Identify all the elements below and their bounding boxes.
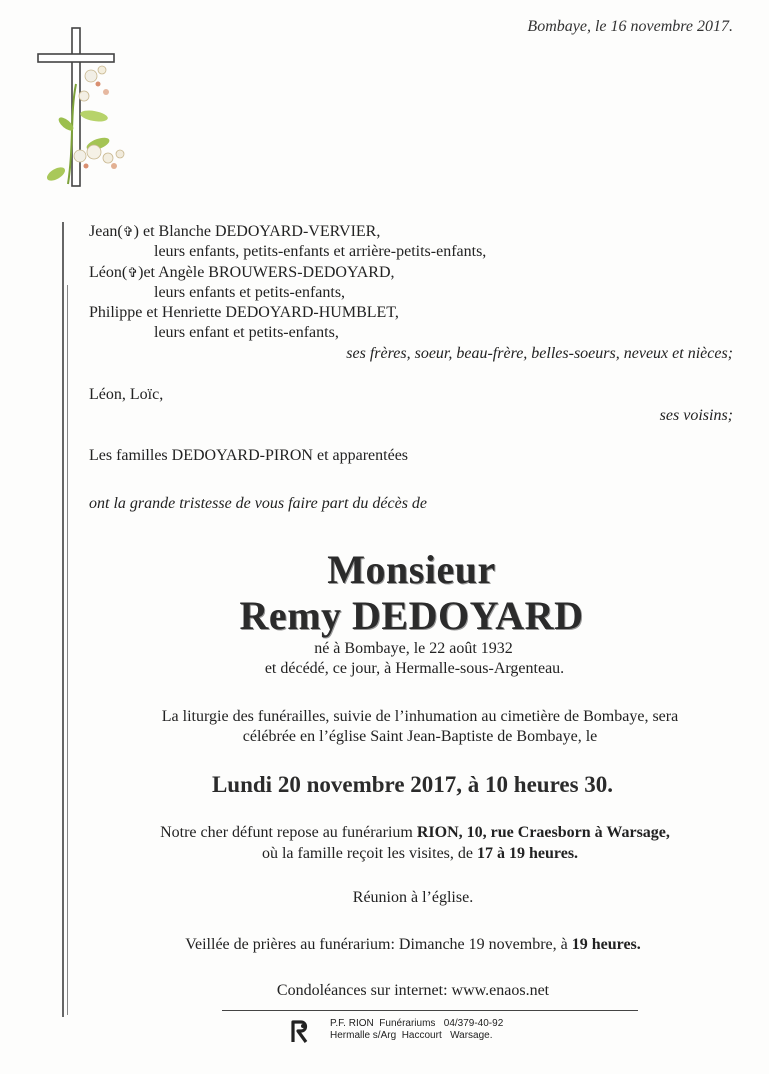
relation-siblings: ses frères, soeur, beau-frère, belles-soeurs, neveux et nièces; xyxy=(346,345,733,362)
liturgy-line-1: La liturgie des funérailles, suivie de l’inhumation au cimetière de Bombaye, sera xyxy=(161,708,679,725)
liturgy-line-2: célébrée en l’église Saint Jean-Baptiste de Bombaye, le xyxy=(242,728,598,745)
footer-divider xyxy=(222,1010,638,1011)
condolences-info: Condoléances sur internet: www.enaos.net xyxy=(276,982,550,999)
rest-line-1: Notre cher défunt repose au funérarium RION, 10, rue Craesborn à Warsage, xyxy=(160,824,670,841)
neighbors-names: Léon, Loïc, xyxy=(89,386,164,403)
family-line-3: Philippe et Henriette DEDOYARD-HUMBLET, xyxy=(89,304,399,321)
families-other: Les familles DEDOYARD-PIRON et apparentées xyxy=(89,447,409,464)
vigil-time: 19 heures. xyxy=(571,936,641,953)
funeral-home-address: RION, 10, rue Craesborn à Warsage, xyxy=(416,824,670,841)
cross-icon: ✞ xyxy=(122,224,134,239)
visiting-hours: 17 à 19 heures. xyxy=(477,845,579,862)
family-line-1: Jean(✞) et Blanche DEDOYARD-VERVIER, xyxy=(89,223,381,240)
rion-logo-icon xyxy=(290,1018,312,1044)
family-line-2: Léon(✞)et Angèle BROUWERS-DEDOYARD, xyxy=(89,264,395,281)
deceased-name: Remy DEDOYARD xyxy=(239,593,584,638)
deceased-title: Monsieur xyxy=(327,547,496,592)
rest-line-2: où la famille reçoit les visites, de 17 à 19 heures. xyxy=(261,845,579,862)
family-children-1: leurs enfants, petits-enfants et arrière-petits-enfants, xyxy=(154,243,487,260)
family-children-3: leurs enfant et petits-enfants, xyxy=(154,324,339,341)
vigil-info: Veillée de prières au funérarium: Dimanche 19 novembre, à 19 heures. xyxy=(185,936,641,953)
cross-icon: ✞ xyxy=(127,265,139,280)
footer-text: P.F. RION Funérariums 04/379-40-92 Hermalle s/Arg Haccourt Warsage. xyxy=(330,1018,504,1041)
place-date: Bombaye, le 16 novembre 2017. xyxy=(527,18,733,35)
birth-info: né à Bombaye, le 22 août 1932 xyxy=(314,640,513,657)
relation-neighbors: ses voisins; xyxy=(659,407,733,424)
family-children-2: leurs enfants et petits-enfants, xyxy=(154,284,346,301)
funeral-date: Lundi 20 novembre 2017, à 10 heures 30. xyxy=(211,772,614,797)
meeting-info: Réunion à l’église. xyxy=(352,889,474,906)
death-info: et décédé, ce jour, à Hermalle-sous-Argenteau. xyxy=(264,660,565,677)
announcement: ont la grande tristesse de vous faire part du décès de xyxy=(89,495,428,512)
cross-with-flowers-icon xyxy=(36,24,146,194)
